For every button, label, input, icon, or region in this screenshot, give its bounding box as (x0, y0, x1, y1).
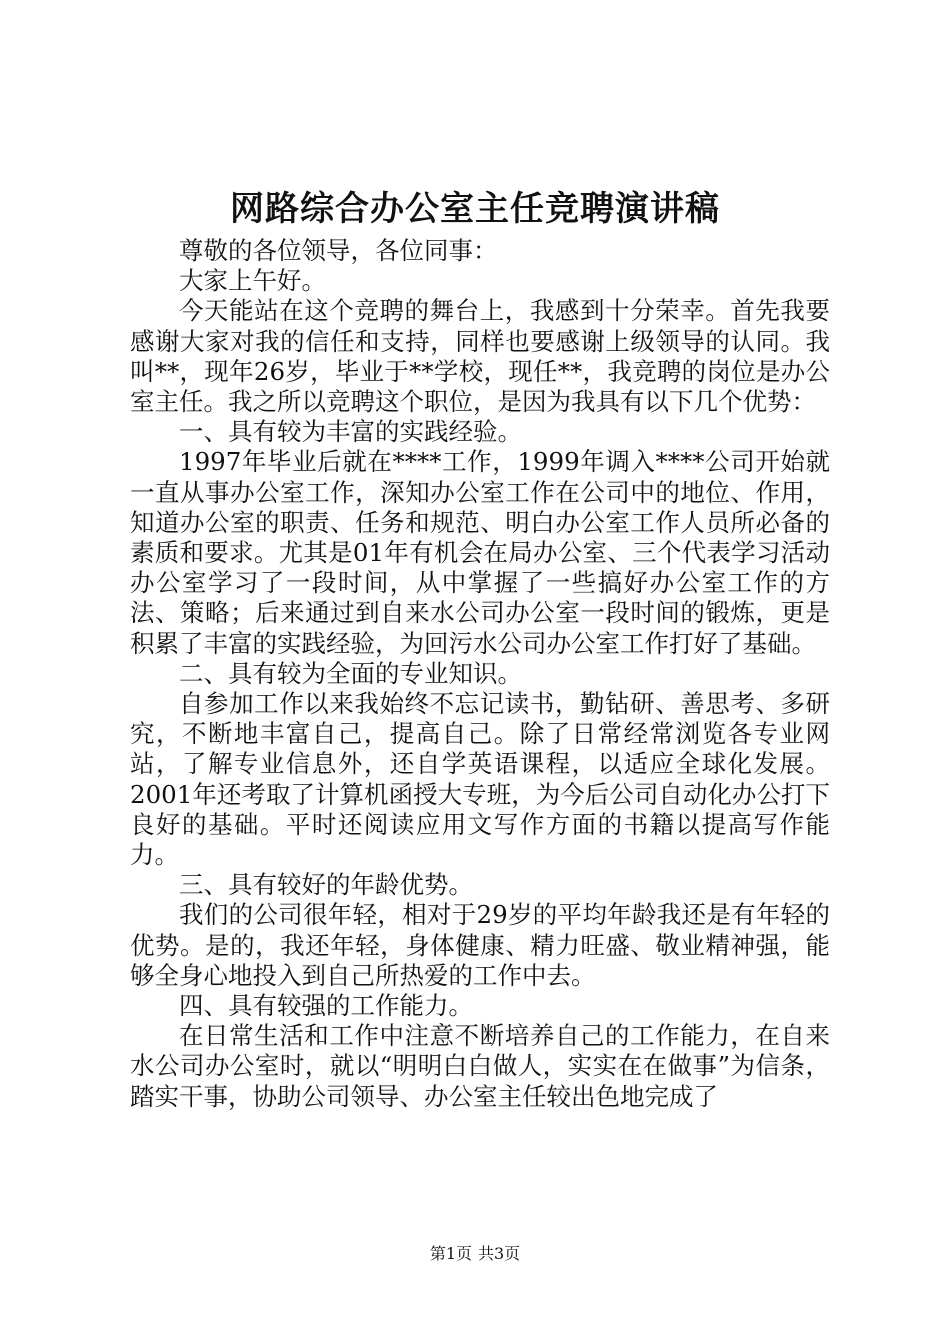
section-heading-experience: 一、具有较为丰富的实践经验。 (179, 417, 522, 447)
page-footer (0, 1243, 950, 1265)
greeting: 大家上午好。 (179, 266, 326, 296)
page-number: 第1页 (429, 1244, 472, 1263)
document-body (130, 236, 830, 1112)
paragraph-introduction: 今天能站在这个竞聘的舞台上，我感到十分荣幸。首先我要感谢大家对我的信任和支持，同样也要感谢上级领导的认同。我叫**，现年26岁，毕业于**学校，现任**，我竞聘的岗位是办公室主任。我之所以竞聘这个职位，是因为我具有以下几个优势： (130, 296, 830, 417)
salutation: 尊敬的各位领导，各位同事： (179, 236, 498, 265)
paragraph-age: 我们的公司很年轻，相对于29岁的平均年龄我还是有年轻的优势。是的，我还年轻，身体健康、精力旺盛、敬业精神强，能够全身心地投入到自己所热爱的工作中去。 (130, 900, 830, 990)
page-total: 共3页 (478, 1244, 521, 1263)
paragraph-knowledge: 自参加工作以来我始终不忘记读书，勤钻研、善思考、多研究，不断地丰富自己，提高自己。除了日常经常浏览各专业网站，了解专业信息外，还自学英语课程，以适应全球化发展。2001年还考取了计算机函授大专班，为今后公司自动化办公打下良好的基础。平时还阅读应用文写作方面的书籍以提高写作能力。 (130, 689, 830, 870)
document-title: 网路综合办公室主任竞聘演讲稿 (230, 189, 720, 229)
paragraph-experience: 1997年毕业后就在****工作，1999年调入****公司开始就一直从事办公室工作，深知办公室工作在公司中的地位、作用，知道办公室的职责、任务和规范、明白办公室工作人员所必备的素质和要求。尤其是01年有机会在局办公室、三个代表学习活动办公室学习了一段时间，从中掌握了一些搞好办公室工作的方法、策略；后来通过到自来水公司办公室一段时间的锻炼，更是积累了丰富的实践经验，为回污水公司办公室工作打好了基础。 (130, 447, 830, 658)
section-heading-ability: 四、具有较强的工作能力。 (179, 991, 473, 1021)
section-heading-age: 三、具有较好的年龄优势。 (179, 870, 473, 900)
section-heading-knowledge: 二、具有较为全面的专业知识。 (179, 658, 522, 688)
paragraph-ability: 在日常生活和工作中注意不断培养自己的工作能力，在自来水公司办公室时，就以“明明白白做人，实实在在做事”为信条，踏实干事，协助公司领导、办公室主任较出色地完成了 (130, 1021, 830, 1111)
